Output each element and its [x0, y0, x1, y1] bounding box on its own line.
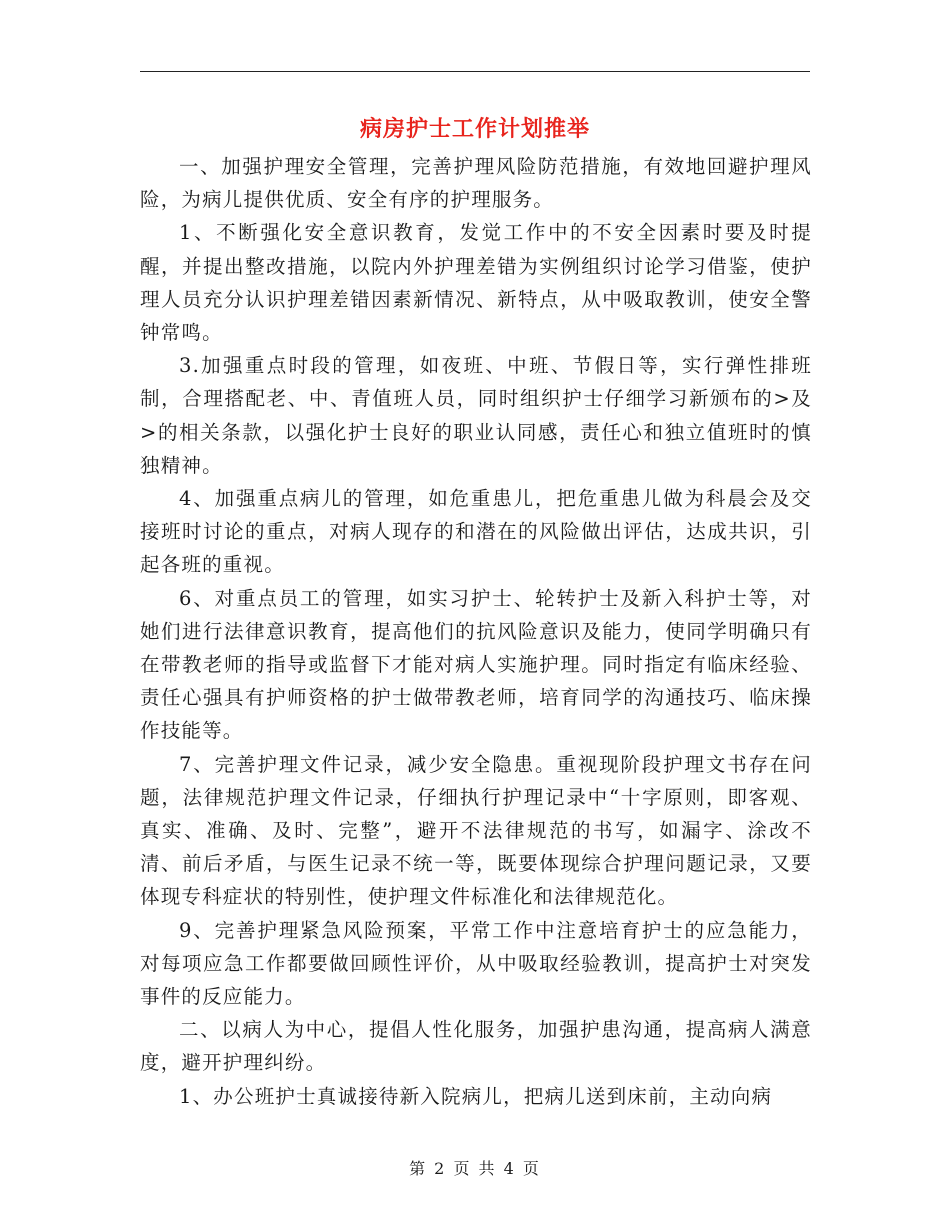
document-title: 病房护士工作计划推举 — [359, 117, 590, 142]
paragraph: 1、办公班护士真诚接待新入院病儿，把病儿送到床前，主动向病 — [179, 1084, 773, 1108]
paragraph: 3.加强重点时段的管理，如夜班、中班、节假日等，实行弹性排班制，合理搭配老、中、青值班人员，同时组织护士仔细学习新颁布的>及>的相关条款，以强化护士良好的职业认同感，责任心和独立值班时的慎独精神。 — [140, 354, 812, 477]
page-footer: 第 2 页 共 4 页 — [409, 1159, 541, 1178]
paragraph: 一、加强护理安全管理，完善护理风险防范措施，有效地回避护理风险，为病儿提供优质、安全有序的护理服务。 — [140, 155, 812, 212]
paragraph: 二、以病人为中心，提倡人性化服务，加强护患沟通，提高病人满意度，避开护理纠纷。 — [140, 1018, 812, 1075]
paragraph: 7、完善护理文件记录，减少安全隐患。重视现阶段护理文书存在问题，法律规范护理文件记录，仔细执行护理记录中“十字原则，即客观、真实、准确、及时、完整”，避开不法律规范的书写，如漏字、涂改不清、前后矛盾，与医生记录不统一等，既要体现综合护理问题记录，又要体现专科症状的特别性，使护理文件标准化和法律规范化。 — [140, 752, 812, 909]
document-body — [140, 150, 812, 1113]
paragraph: 4、加强重点病儿的管理，如危重患儿，把危重患儿做为科晨会及交接班时讨论的重点，对病人现存的和潜在的风险做出评估，达成共识，引起各班的重视。 — [140, 487, 812, 577]
paragraph: 1、不断强化安全意识教育，发觉工作中的不安全因素时要及时提醒，并提出整改措施，以院内外护理差错为实例组织讨论学习借鉴，使护理人员充分认识护理差错因素新情况、新特点，从中吸取教训，使安全警钟常鸣。 — [140, 221, 812, 345]
paragraph: 6、对重点员工的管理，如实习护士、轮转护士及新入科护士等，对她们进行法律意识教育，提高他们的抗风险意识及能力，使同学明确只有在带教老师的指导或监督下才能对病人实施护理。同时指定有临床经验、责任心强具有护师资格的护士做带教老师，培育同学的沟通技巧、临床操作技能等。 — [140, 586, 812, 743]
header-rule — [140, 71, 810, 72]
paragraph: 9、完善护理紧急风险预案，平常工作中注意培育护士的应急能力，对每项应急工作都要做回顾性评价，从中吸取经验教训，提高护士对突发事件的反应能力。 — [140, 918, 812, 1009]
